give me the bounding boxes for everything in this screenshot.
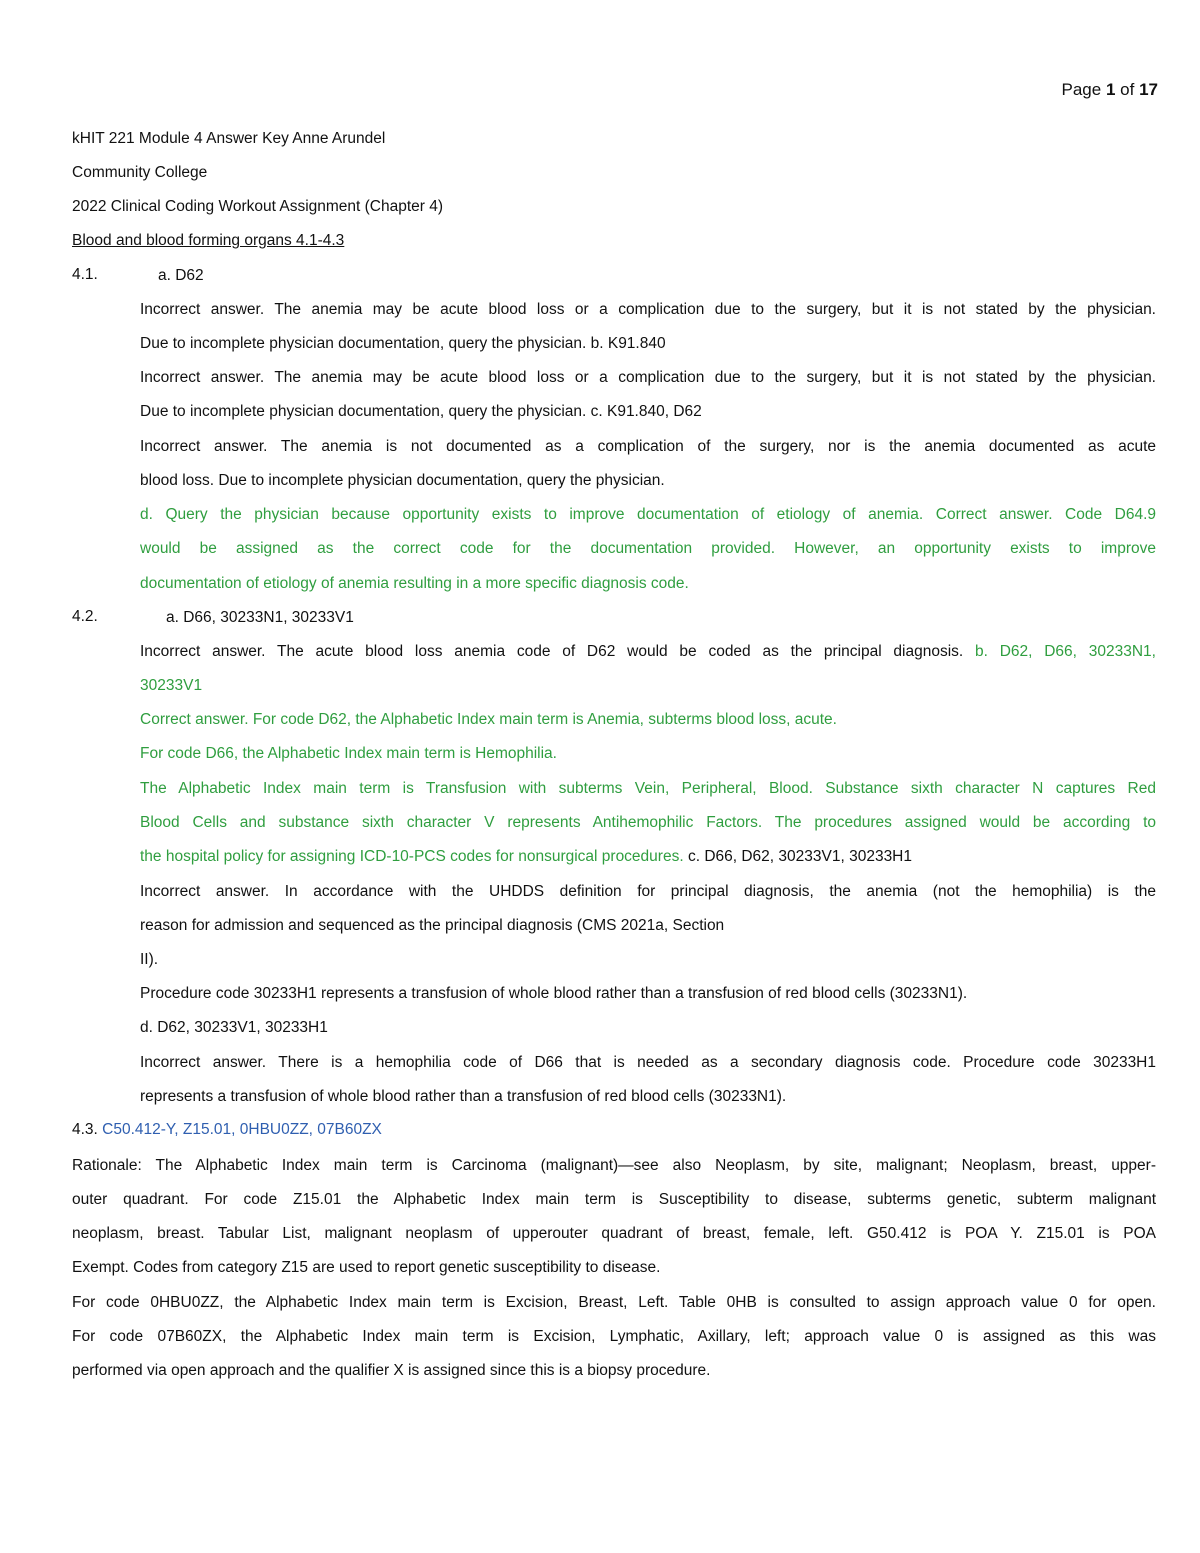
q43-rationale: Rationale: The Alphabetic Index main term is Carcinoma (malignant)—see also Neoplasm, by site, malignant; Neoplasm, breast, upper- (72, 1157, 1156, 1174)
q42-correct-answer: b. D62, D66, 30233N1, (975, 643, 1156, 660)
q41-correct-answer: documentation of etiology of anemia resulting in a more specific diagnosis code. (140, 575, 689, 592)
q43-rationale: For code 07B60ZX, the Alphabetic Index main term is Excision, Lymphatic, Axillary, left; approach value 0 is assigned as this was (72, 1328, 1156, 1345)
question-number-4-2: 4.2. (72, 608, 98, 625)
q42-text: Incorrect answer. There is a hemophilia code of D66 that is needed as a secondary diagnosis code. Procedure code 30233H1 (140, 1054, 1156, 1071)
doc-title-line2: Community College (72, 164, 208, 181)
q43-rationale: outer quadrant. For code Z15.01 the Alphabetic Index main term is Susceptibility to disease, subterms genetic, subterm malignant (72, 1191, 1156, 1208)
doc-title-line1: kHIT 221 Module 4 Answer Key Anne Arundel (72, 130, 386, 147)
q41-correct-answer: would be assigned as the correct code for the documentation provided. However, an opportunity exists to improve (140, 540, 1156, 557)
q41-correct-answer: d. Query the physician because opportunity exists to improve documentation of etiology of anemia. Correct answer. Code D64.9 (140, 506, 1156, 523)
q42-correct-answer: Blood Cells and substance sixth character V represents Antihemophilic Factors. The procedures assigned would be according to (140, 814, 1156, 831)
question-number-4-3: 4.3. (72, 1121, 98, 1138)
q41-text: blood loss. Due to incomplete physician documentation, query the physician. (140, 472, 665, 489)
q43-rationale: Exempt. Codes from category Z15 are used to report genetic susceptibility to disease. (72, 1259, 661, 1276)
question-4-3 (72, 1121, 382, 1139)
question-number-4-1: 4.1. (72, 266, 98, 283)
q41-text: Incorrect answer. The anemia is not documented as a complication of the surgery, nor is the anemia documented as acute (140, 438, 1156, 455)
q42-text: Incorrect answer. In accordance with the UHDDS definition for principal diagnosis, the anemia (not the hemophilia) is the (140, 883, 1156, 900)
q41-text: Due to incomplete physician documentation, query the physician. c. K91.840, D62 (140, 403, 702, 420)
q42-text: II). (140, 951, 159, 968)
section-heading: Blood and blood forming organs 4.1-4.3 (72, 232, 345, 249)
q41-option-a: a. D62 (158, 267, 204, 284)
q43-answer-codes: C50.412-Y, Z15.01, 0HBU0ZZ, 07B60ZX (102, 1121, 382, 1138)
q41-text: Due to incomplete physician documentation, query the physician. b. K91.840 (140, 335, 666, 352)
q42-correct-answer: Correct answer. For code D62, the Alphabetic Index main term is Anemia, subterms blood loss, acute. (140, 711, 837, 728)
q42-option-d: d. D62, 30233V1, 30233H1 (140, 1019, 328, 1036)
q42-text: Incorrect answer. The acute blood loss anemia code of D62 would be coded as the principal diagnosis. b. D62, D66, 30233N1, (140, 643, 1156, 660)
q42-correct-answer: For code D66, the Alphabetic Index main term is Hemophilia. (140, 745, 557, 762)
page-number: Page 1 of 17 (1061, 80, 1158, 99)
q42-text: represents a transfusion of whole blood rather than a transfusion of red blood cells (30233N1). (140, 1088, 787, 1105)
q42-correct-answer: the hospital policy for assigning ICD-10-PCS codes for nonsurgical procedures. (140, 848, 684, 865)
q42-text: reason for admission and sequenced as the principal diagnosis (CMS 2021a, Section (140, 917, 725, 934)
doc-title-line3: 2022 Clinical Coding Workout Assignment (Chapter 4) (72, 198, 444, 215)
q43-rationale: For code 0HBU0ZZ, the Alphabetic Index main term is Excision, Breast, Left. Table 0HB is consulted to assign approach value 0 for open. (72, 1294, 1156, 1311)
q42-option-a: a. D66, 30233N1, 30233V1 (166, 609, 354, 626)
q42-correct-answer: The Alphabetic Index main term is Transfusion with subterms Vein, Peripheral, Blood. Substance sixth character N captures Red (140, 780, 1156, 797)
q43-rationale: neoplasm, breast. Tabular List, malignant neoplasm of upperouter quadrant of breast, female, left. G50.412 is POA Y. Z15.01 is POA (72, 1225, 1156, 1242)
q43-rationale: performed via open approach and the qualifier X is assigned since this is a biopsy procedure. (72, 1362, 711, 1379)
q42-text: Procedure code 30233H1 represents a transfusion of whole blood rather than a transfusion of red blood cells (30233N1). (140, 985, 968, 1002)
q42-text: the hospital policy for assigning ICD-10-PCS codes for nonsurgical procedures. c. D66, D62, 30233V1, 30233H1 (140, 848, 912, 865)
q41-text: Incorrect answer. The anemia may be acute blood loss or a complication due to the surgery, but it is not stated by the physician. (140, 301, 1156, 318)
q42-correct-answer: 30233V1 (140, 677, 203, 694)
q41-text: Incorrect answer. The anemia may be acute blood loss or a complication due to the surgery, but it is not stated by the physician. (140, 369, 1156, 386)
